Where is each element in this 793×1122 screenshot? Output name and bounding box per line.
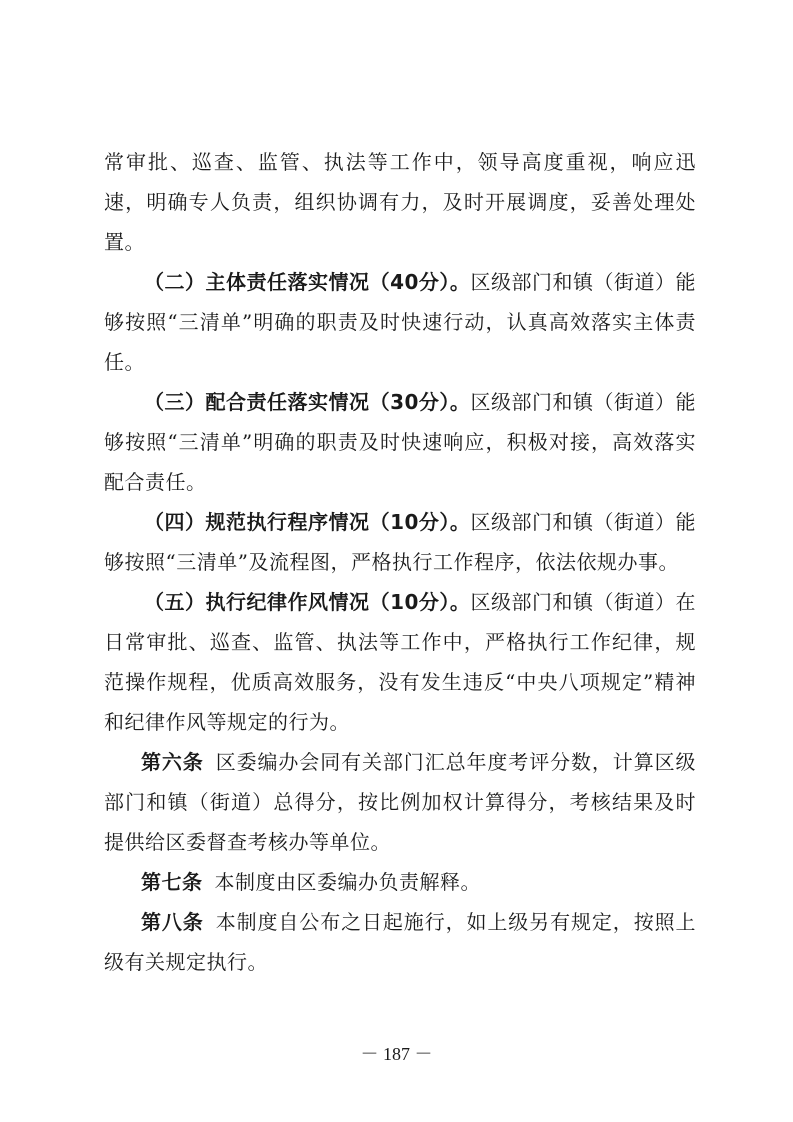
- paragraph-text: 本制度由区委编办负责解释。: [214, 870, 481, 894]
- paragraph-section-2: [104, 262, 696, 382]
- section-heading: （三）配合责任落实情况（30分）。: [144, 390, 471, 414]
- paragraph-text: 区委编办会同有关部门汇总年度考评分数，计算区级部门和镇（街道）总得分，按比例加权计算得分，考核结果及时提供给区委督查考核办等单位。: [104, 750, 697, 854]
- section-heading: （二）主体责任落实情况（40分）。: [144, 270, 471, 294]
- paragraph-continuation: [104, 142, 696, 262]
- paragraph-article-6: [104, 742, 696, 862]
- page-number: － 187 －: [360, 1044, 433, 1064]
- paragraph-text: 区级部门和镇（街道）能够按照“三清单”及流程图，严格执行工作程序，依法依规办事。: [104, 510, 696, 574]
- section-heading: （五）执行纪律作风情况（10分）。: [144, 590, 471, 614]
- paragraph-section-5: [104, 582, 696, 742]
- paragraph-article-8: [104, 902, 696, 982]
- article-label: 第六条: [141, 750, 204, 774]
- paragraph-text: 区级部门和镇（街道）在日常审批、巡查、监管、执法等工作中，严格执行工作纪律，规范操作规程，优质高效服务，没有发生违反“中央八项规定”精神和纪律作风等规定的行为。: [104, 590, 696, 734]
- paragraph-text: 区级部门和镇（街道）能够按照“三清单”明确的职责及时快速行动，认真高效落实主体责任。: [104, 270, 696, 374]
- article-label: 第八条: [141, 910, 204, 934]
- paragraph-section-4: [104, 502, 696, 582]
- paragraph-article-7: [104, 862, 696, 902]
- paragraph-section-3: [104, 382, 696, 502]
- paragraph-text: 区级部门和镇（街道）能够按照“三清单”明确的职责及时快速响应，积极对接，高效落实配合责任。: [104, 390, 696, 494]
- article-label: 第七条: [141, 870, 203, 894]
- document-body: [104, 142, 696, 982]
- paragraph-text: 本制度自公布之日起施行，如上级另有规定，按照上级有关规定执行。: [104, 910, 697, 974]
- paragraph-text: 常审批、巡查、监管、执法等工作中，领导高度重视，响应迅速，明确专人负责，组织协调有力，及时开展调度，妥善处理处置。: [104, 150, 696, 254]
- section-heading: （四）规范执行程序情况（10分）。: [144, 510, 471, 534]
